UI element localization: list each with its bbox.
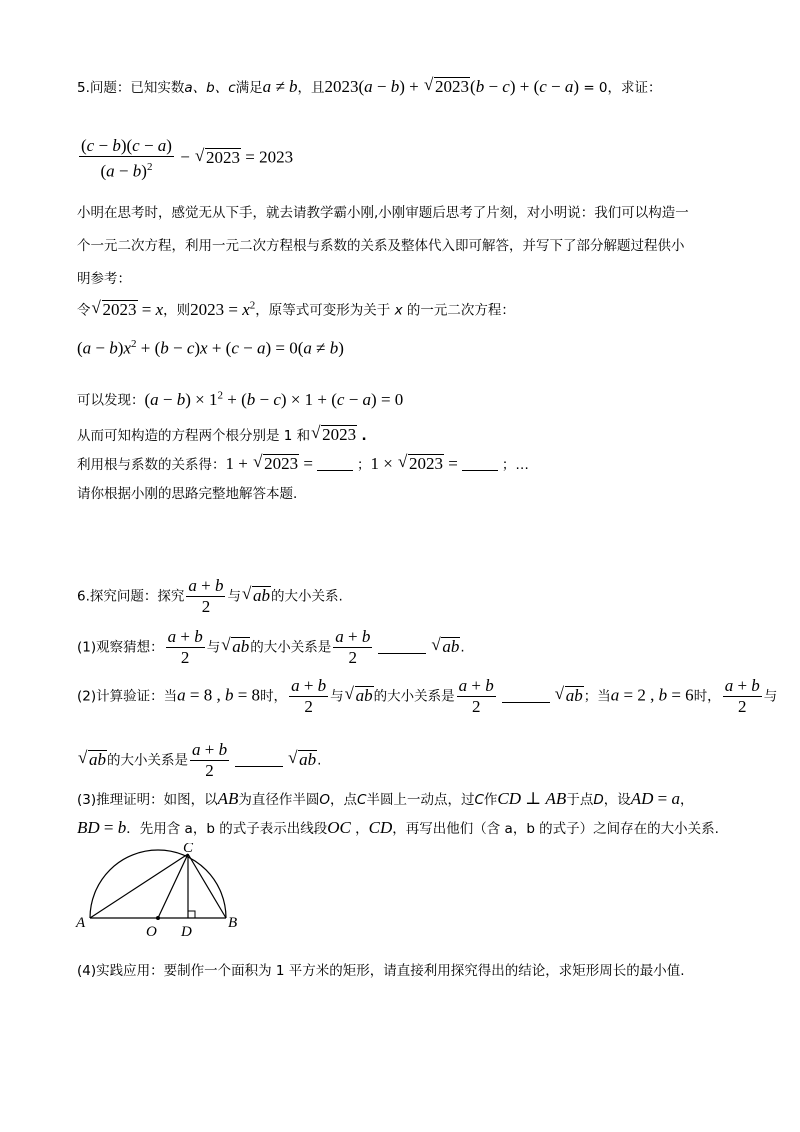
q5-let-line: 令√ 2023 = x，则$2023 = x^2$，原等式可变形为关于 x 的一元二次方程： [77,294,515,322]
q6-head: 6.探究问题：探究 $\frac{a + b}{2}$ 与√ ab的大小关系. [77,576,343,617]
q6-part1: (1)观察猜想： $\frac{a + b}{2}$ 与√ ab的大小关系是 $\frac{a + b}{2}$ √ ab. [77,627,465,668]
q5-and: ，且 [297,80,325,96]
blank-product[interactable] [462,456,498,471]
q5-para3: 明参考： [77,271,131,287]
q5-vars: a、b、c [184,80,236,96]
blank-sum[interactable] [317,456,353,471]
q5-vieta: 利用根与系数的关系得：1 + √ 2023 = ；1 × √ 2023 = ；… [77,453,529,476]
q5-mid: 满足 [235,80,263,96]
blank-part2a[interactable] [502,688,550,703]
blank-part1[interactable] [378,639,426,654]
blank-part2b[interactable] [235,752,283,767]
q5-found: 可以发现：$(a - b) \times 1^2 + (b - c) \times 1 + (c - a) = 0$ [77,389,404,409]
label-D: D [181,924,192,939]
q5-para2: 个一元二次方程，利用一元二次方程根与系数的关系及整体代入即可解答，并写下了部分解题过程供小 [77,238,685,254]
q5-roots: 从而可知构造的方程两个根分别是 1 和√ 2023 . [77,424,367,447]
q5-prove-expression: $\frac{(c - b)(c - a)}{(a - b)^2}$ − √ 2023 = 2023 [77,136,293,182]
q5-ask: 请你根据小刚的思路完整地解答本题. [77,486,298,502]
label-A: A [76,915,86,931]
q6-part2-cont: √ ab的大小关系是 $\frac{a + b}{2}$ √ ab. [77,740,321,781]
q5-para1: 小明在思考时，感觉无从下手，就去请教学霸小刚,小刚审题后思考了片刻，对小明说：我们可以构造一 [77,205,689,221]
q5-statement [77,76,662,99]
label-C: C [183,843,194,856]
q5-head: 5.问题：已知实数 [77,80,185,96]
chord-BC [188,854,226,918]
q5-quadratic: $(a - b)x^2 + (b - c)x + (c - a) = 0(a \ne b)$ [77,338,344,358]
q6-part3: (3)推理证明：如图，以AB为直径作半圆O，点C半圆上一动点，过C作CD ⊥ AB于点D，设AD = a， [77,789,694,808]
label-B: B [228,915,238,931]
q6-part3-cont: BD = b．先用含 a，b 的式子表示出线段OC ，CD，再写出他们（含 a，b 的式子）之间存在的大小关系. [77,818,719,837]
right-angle-mark [188,911,195,918]
q5-equation: 2023(a − b) + √ 2023(b − c) + (c − a) [325,77,584,96]
q5-eq-tail: = 0，求证： [583,80,662,96]
q6-part4: (4)实践应用：要制作一个面积为 1 平方米的矩形，请直接利用探究得出的结论，求矩形周长的最小值. [77,963,685,979]
q6-part2: (2)计算验证：当a = 8 , b = 8时， $\frac{a + b}{2}$ 与√ ab的大小关系是 $\frac{a + b}{2}$ √ ab；当a = 2 , b = 6时， $\frac{a + b}{2}$ 与 [77,676,777,717]
q5-condition: a ≠ b [262,77,298,96]
center-point-O [156,916,160,920]
label-O: O [146,924,157,939]
semicircle-diagram [72,843,242,939]
